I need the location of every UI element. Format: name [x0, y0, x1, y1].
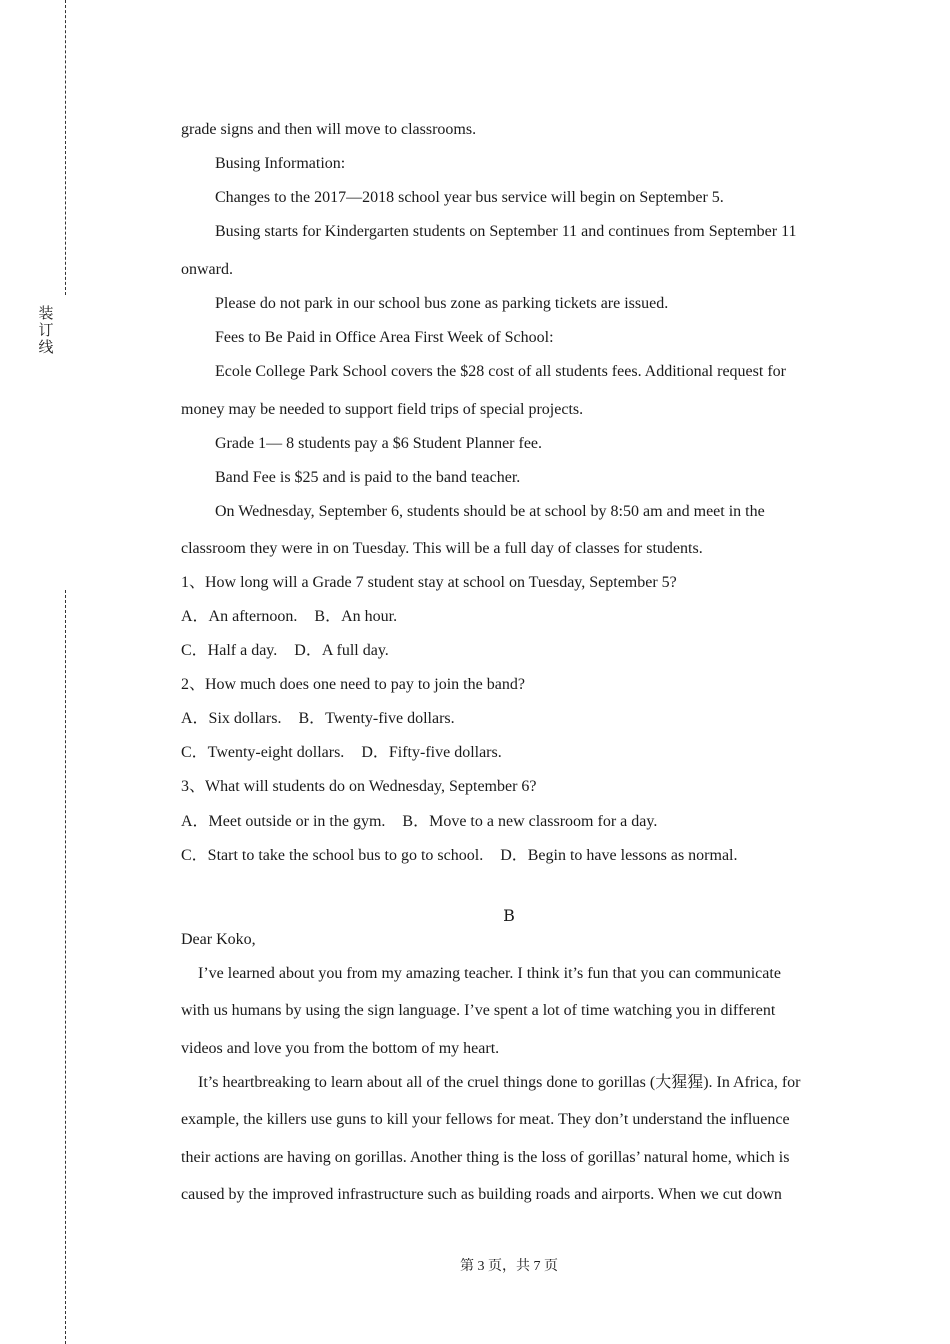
passage-b-line: example, the killers use guns to kill your fellows for meat. They don’t understand the influence [181, 1111, 790, 1128]
passage-a-line: grade signs and then will move to classrooms. [181, 121, 477, 138]
section-title: B [503, 906, 515, 925]
passage-b-line: with us humans by using the sign language. I’ve spent a lot of time watching you in different [181, 1002, 776, 1019]
question-options-row [181, 812, 657, 832]
question-options-row [181, 743, 502, 763]
answer-option[interactable]: A．An afternoon. [181, 608, 298, 625]
answer-option[interactable]: D．Begin to have lessons as normal. [500, 847, 738, 864]
question-stem: 3、What will students do on Wednesday, September 6? [181, 778, 537, 795]
binding-label [38, 305, 54, 356]
passage-a-line: Changes to the 2017—2018 school year bus service will begin on September 5. [215, 189, 724, 206]
passage-a-line: Grade 1— 8 students pay a $6 Student Planner fee. [215, 435, 543, 452]
passage-a-line: onward. [181, 261, 233, 278]
question-stem: 1、How long will a Grade 7 student stay at school on Tuesday, September 5? [181, 574, 677, 591]
passage-a-line: Busing Information: [215, 155, 346, 172]
passage-b-line: It’s heartbreaking to learn about all of the cruel things done to gorillas (大猩猩). In Africa, for [198, 1074, 801, 1091]
answer-option[interactable]: D．A full day. [294, 642, 389, 659]
question-options-row [181, 846, 738, 866]
page-number-footer: 第 3 页，共 7 页 [460, 1259, 558, 1274]
passage-a-line: On Wednesday, September 6, students should be at school by 8:50 am and meet in the [215, 503, 765, 520]
passage-a-line: Fees to Be Paid in Office Area First Week of School: [215, 329, 554, 346]
passage-a-line: classroom they were in on Tuesday. This will be a full day of classes for students. [181, 540, 703, 557]
passage-a-line: Band Fee is $25 and is paid to the band teacher. [215, 469, 521, 486]
answer-option[interactable]: D．Fifty-five dollars. [361, 744, 502, 761]
answer-option[interactable]: B．Move to a new classroom for a day. [402, 813, 658, 830]
question-options-row [181, 641, 389, 661]
answer-option[interactable]: B．An hour. [314, 608, 398, 625]
answer-option[interactable]: C．Half a day. [181, 642, 278, 659]
passage-a-line: Busing starts for Kindergarten students on September 11 and continues from September 11 [215, 223, 797, 240]
question-stem: 2、How much does one need to pay to join the band? [181, 676, 525, 693]
passage-a-line: Please do not park in our school bus zone as parking tickets are issued. [215, 295, 669, 312]
answer-option[interactable]: A．Meet outside or in the gym. [181, 813, 386, 830]
binding-label-char: 订 [38, 321, 54, 339]
answer-option[interactable]: A．Six dollars. [181, 710, 282, 727]
answer-option[interactable]: C．Start to take the school bus to go to school. [181, 847, 484, 864]
passage-b-line: videos and love you from the bottom of my heart. [181, 1040, 500, 1057]
binding-dashed-line-bottom [65, 590, 66, 1344]
answer-option[interactable]: B．Twenty-five dollars. [298, 710, 455, 727]
passage-a-line: Ecole College Park School covers the $28 cost of all students fees. Additional request for [215, 363, 786, 380]
question-options-row [181, 607, 397, 627]
passage-b-line: their actions are having on gorillas. Another thing is the loss of gorillas’ natural home, which is [181, 1149, 790, 1166]
answer-option[interactable]: C．Twenty-eight dollars. [181, 744, 345, 761]
letter-greeting: Dear Koko, [181, 931, 256, 948]
binding-label-char: 线 [38, 338, 54, 356]
binding-dashed-line-top [65, 0, 66, 295]
question-options-row [181, 709, 455, 729]
passage-b-line: caused by the improved infrastructure such as building roads and airports. When we cut down [181, 1186, 782, 1203]
passage-b-line: I’ve learned about you from my amazing teacher. I think it’s fun that you can communicate [198, 965, 781, 982]
passage-a-line: money may be needed to support field trips of special projects. [181, 401, 584, 418]
binding-label-char: 装 [38, 304, 54, 322]
